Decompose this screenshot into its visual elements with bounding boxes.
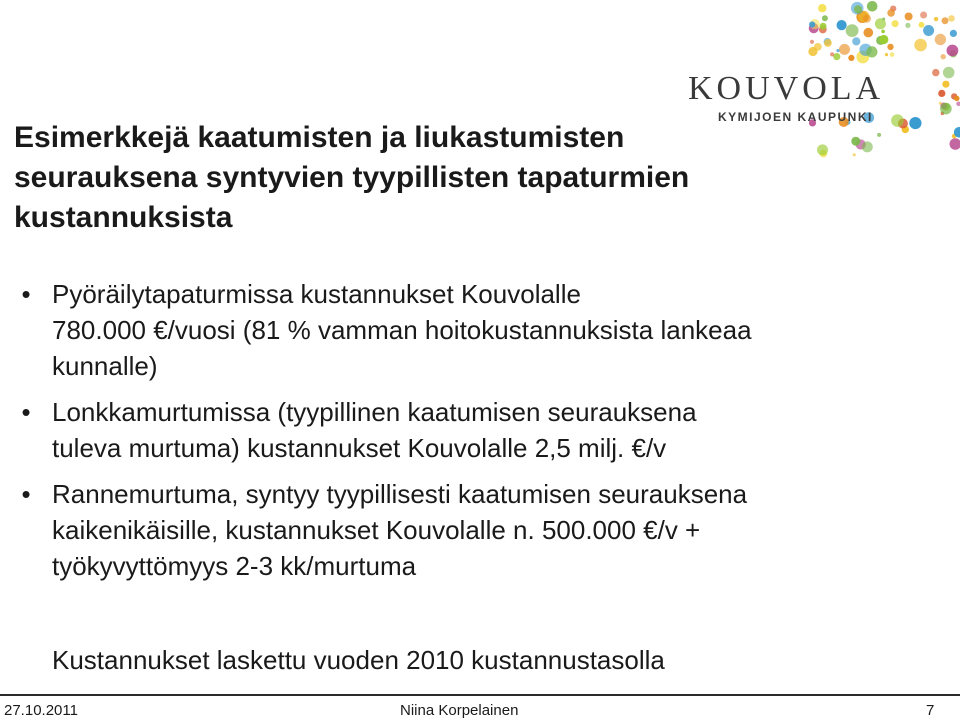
list-item [16, 476, 916, 584]
slide-title [14, 118, 834, 238]
footer-divider [0, 694, 960, 696]
logo-dot [836, 49, 839, 52]
logo-dot [891, 114, 904, 127]
logo-dot [833, 53, 840, 60]
logo-dot [941, 54, 946, 59]
logo-dot [839, 44, 850, 55]
logo-dot [877, 133, 881, 137]
logo-dot [939, 102, 942, 105]
logo-dot [848, 55, 854, 61]
bullet-line: Rannemurtuma, syntyy tyypillisesti kaatumisen seurauksena [52, 479, 748, 509]
logo-dot [810, 40, 814, 44]
logo-dot [942, 81, 949, 88]
bullet-icon: • [21, 479, 31, 509]
logo-dot [914, 39, 927, 52]
logo-name: KOUVOLA [688, 70, 885, 107]
logo-dot [824, 39, 832, 47]
bullet-line: työkyvyttömyys 2-3 kk/murtuma [52, 551, 417, 581]
title-line: kustannuksista [14, 201, 233, 234]
logo-dot [808, 47, 817, 56]
logo-dot [905, 23, 910, 28]
list-item [16, 394, 916, 466]
logo-dot [942, 17, 949, 24]
logo-dot [909, 117, 921, 129]
logo-dot [863, 15, 871, 23]
logo-dot [932, 69, 939, 76]
list-item [16, 276, 916, 384]
bullet-line: 780.000 €/vuosi (81 % vamman hoitokustannuksista lankeaa [52, 315, 752, 345]
logo-dot [830, 52, 834, 56]
logo-dot [851, 137, 860, 146]
logo-dot [934, 17, 938, 21]
bullet-icon: • [21, 397, 31, 427]
title-line: seurauksena syntyvien tyypillisten tapaturmien [14, 161, 690, 194]
footer-author: Niina Korpelainen [400, 702, 519, 719]
bullet-line: tuleva murtuma) kustannukset Kouvolalle 2,5 milj. €/v [52, 433, 667, 463]
logo-dot [948, 15, 955, 22]
logo-dot [950, 30, 957, 37]
page-number: 7 [926, 702, 935, 719]
logo-dot [852, 37, 860, 45]
logo-dot [920, 12, 927, 19]
logo-dot [923, 25, 934, 36]
bullet-line: kunnalle) [52, 351, 158, 381]
logo-dot [919, 22, 925, 28]
logo-dot [866, 46, 877, 57]
logo-dot [885, 53, 888, 56]
logo-dot [887, 44, 893, 50]
logo-dot [905, 13, 913, 21]
logo-dot [881, 30, 885, 34]
logo-dot [882, 18, 885, 21]
logo-dot [956, 102, 960, 107]
logo-dot [837, 20, 847, 30]
logo-dot [954, 96, 959, 101]
logo-dot [935, 34, 946, 45]
logo-dot [846, 24, 859, 37]
title-line: Esimerkkejä kaatumisten ja liukastumisten [14, 121, 625, 154]
logo-dot [818, 4, 826, 12]
logo-dot [809, 21, 815, 27]
logo-dot [853, 153, 856, 156]
bullet-line: Pyöräilytapaturmissa kustannukset Kouvolalle [52, 279, 581, 309]
logo-dot [892, 20, 899, 27]
logo-dot [820, 23, 827, 30]
logo-dot [867, 1, 878, 12]
logo-dot [943, 67, 955, 79]
logo-dot [879, 35, 888, 44]
logo-dot [862, 141, 873, 152]
logo-dot [947, 45, 959, 57]
logo-dot [822, 15, 828, 21]
logo-dot [950, 138, 960, 150]
logo-dot [864, 28, 874, 38]
logo-dot [940, 103, 952, 115]
bullet-line: kaikenikäisille, kustannukset Kouvolalle n. 500.000 €/v + [52, 515, 701, 545]
bullet-line: Lonkkamurtumissa (tyypillinen kaatumisen seurauksena [52, 397, 697, 427]
cost-basis-note: Kustannukset laskettu vuoden 2010 kustannustasolla [52, 645, 665, 675]
logo-dot [854, 5, 862, 13]
bullet-list [16, 276, 916, 594]
logo-dot [890, 52, 895, 57]
footer-date: 27.10.2011 [4, 702, 78, 719]
bullet-icon: • [21, 279, 31, 309]
logo-dot [887, 9, 895, 17]
logo-subtitle: KYMIJOEN KAUPUNKI [718, 110, 873, 124]
logo-dot [938, 90, 945, 97]
